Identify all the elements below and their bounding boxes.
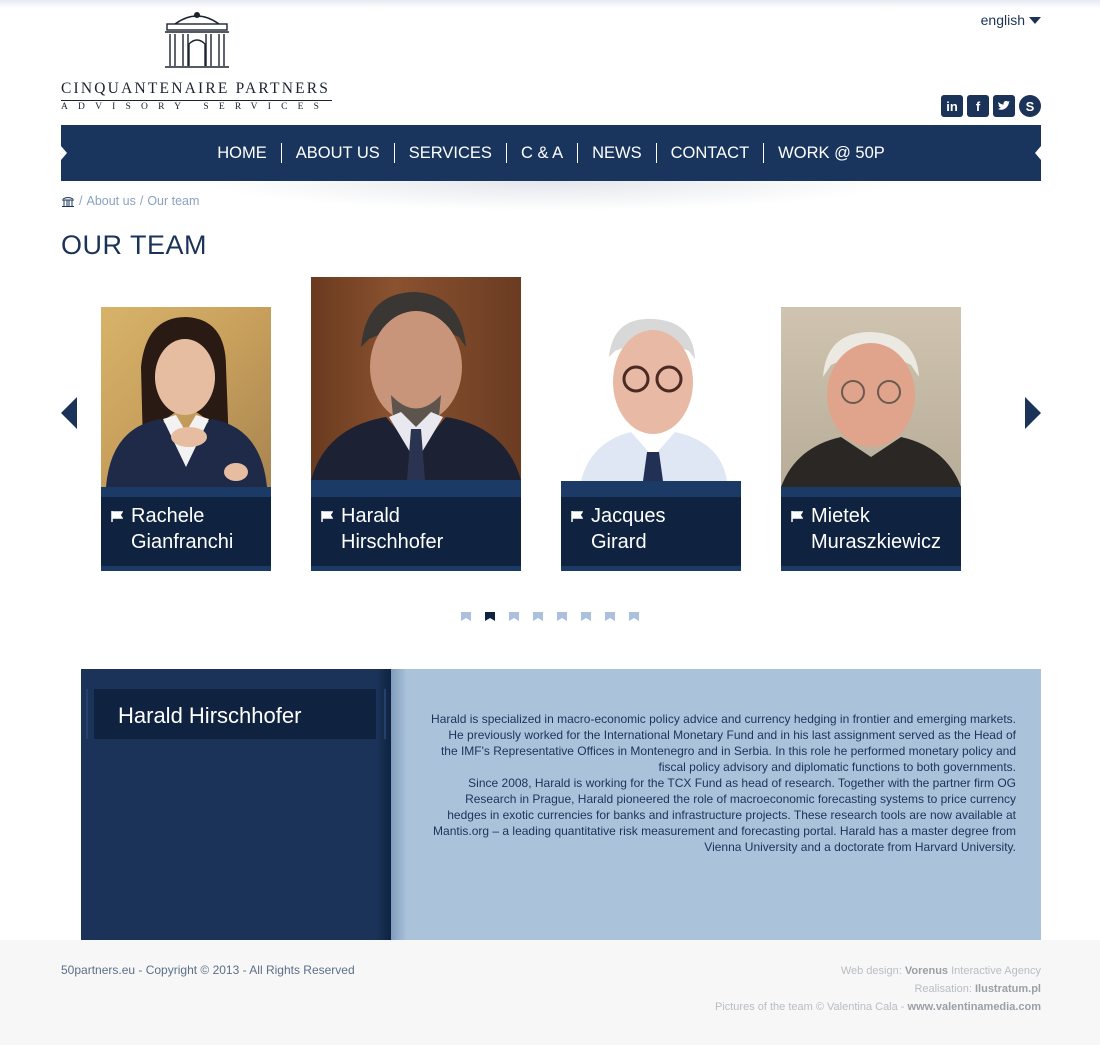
team-card-rachele[interactable] [101,307,271,571]
card-bottom-bar [781,566,961,571]
panel-shade [391,669,407,940]
card-label [781,497,961,571]
team-photo [561,307,741,481]
nav-c-and-a[interactable]: C & A [506,143,577,163]
nav-shadow [200,181,900,211]
detail-name: Harald Hirschhofer [94,689,376,739]
card-band [781,487,961,497]
pager-dot-icon[interactable] [508,611,520,622]
card-bottom-bar [311,566,521,571]
team-card-jacques[interactable] [561,307,741,571]
footer-credits [715,962,1041,1016]
pager-dot-icon[interactable] [556,611,568,622]
skype-icon[interactable]: S [1019,95,1041,117]
page-title: OUR TEAM [61,230,208,260]
team-photo [101,307,271,487]
card-first-name: Rachele [131,505,205,527]
card-last-name: Gianfranchi [131,531,234,553]
footer-copyright: 50partners.eu - Copyright © 2013 - All Rights Reserved [61,963,355,977]
nav-home[interactable]: HOME [217,144,267,162]
nav-contact[interactable]: CONTACT [656,143,764,163]
top-shade [0,0,1100,8]
arch-logo-icon [161,10,233,70]
logo[interactable] [61,10,336,115]
card-last-name: Muraszkiewicz [811,531,942,553]
credit-pictures [715,998,1041,1016]
team-card-harald[interactable] [311,277,521,571]
card-last-name: Hirschhofer [341,531,444,553]
breadcrumb-our-team[interactable]: Our team [147,194,200,208]
bio-paragraph: Harald is specialized in macro-economic policy advice and currency hedging in frontier and emerging markets. He previously worked for the International Monetary Fund and in his last assignment served as the Head of the IMF's Representative Offices in Montenegro and in Serbia. In this role he performed monetary policy and fiscal policy advisory and diplomatic functions to both governments. [431,712,1016,774]
language-selector[interactable] [981,12,1041,28]
carousel-prev-icon[interactable] [61,397,77,429]
card-label [561,497,741,571]
credit-realisation-label: Realisation: [914,983,972,995]
pager-dot-icon[interactable] [460,611,472,622]
social-links [941,95,1041,117]
breadcrumb-about-us[interactable]: About us [86,194,136,208]
twitter-icon[interactable] [993,95,1015,117]
team-card-mietek[interactable] [781,307,961,571]
pager-dot-icon[interactable] [580,611,592,622]
card-bottom-bar [101,566,271,571]
caret-down-icon [1029,17,1041,24]
credit-realisation [715,980,1041,998]
credit-webdesign-link[interactable]: Vorenus [904,965,949,977]
credit-pictures-label: Pictures of the team © Valentina Cala - [714,1001,905,1013]
linkedin-icon[interactable]: in [941,95,963,117]
card-label [311,497,521,571]
credit-realisation-link[interactable]: Ilustratum.pl [974,983,1041,995]
pager-dot-icon[interactable] [484,611,496,622]
credit-webdesign-label: Web design: [840,965,902,977]
pager-dot-icon[interactable] [604,611,616,622]
bio-paragraph: Since 2008, Harald is working for the TCX Fund as head of research. Together with the partner firm OG Research in Prague, Harald pioneered the role of macroeconomic forecasting systems to price currency hedges in exotic currencies for banks and infrastructure projects. These research tools are now available at Mantis.org – a leading quantitative risk measurement and forecasting portal. Harald has a master degree from Vienna University and a doctorate from Harvard University. [433,776,1016,854]
credit-webdesign-suffix: Interactive Agency [951,965,1041,977]
facebook-icon[interactable]: f [967,95,989,117]
team-photo [781,307,961,487]
team-photo [311,277,521,480]
card-last-name: Girard [591,531,647,553]
logo-divider [61,100,332,101]
logo-title: CINQUANTENAIRE PARTNERS [61,80,331,97]
flag-icon [571,511,583,522]
card-first-name: Jacques [591,505,666,527]
detail-bio [430,711,1016,855]
flag-icon [321,511,333,522]
card-first-name: Mietek [811,505,870,527]
main-nav [61,125,1041,181]
card-label [101,497,271,571]
breadcrumb [61,194,199,208]
pager-dot-icon[interactable] [628,611,640,622]
flag-icon [111,511,123,522]
carousel-next-icon[interactable] [1025,397,1041,429]
logo-subtitle: ADVISORY SERVICES [61,102,330,112]
language-label: english [980,12,1025,28]
card-band [101,487,271,497]
card-band [561,481,741,497]
nav-news[interactable]: NEWS [577,143,656,163]
nav-services[interactable]: SERVICES [394,143,506,163]
card-bottom-bar [561,566,741,571]
home-icon[interactable] [61,196,75,207]
card-first-name: Harald [341,505,400,527]
nav-work[interactable]: WORK @ 50P [763,143,899,163]
credit-pictures-link[interactable]: www.valentinamedia.com [907,1001,1041,1013]
nav-about-us[interactable]: ABOUT US [281,143,394,163]
carousel-pager [460,611,640,622]
credit-webdesign [715,962,1041,980]
card-band [311,480,521,497]
breadcrumb-separator: / [79,194,83,208]
flag-icon [791,511,803,522]
pager-dot-icon[interactable] [532,611,544,622]
breadcrumb-separator: / [139,194,144,208]
